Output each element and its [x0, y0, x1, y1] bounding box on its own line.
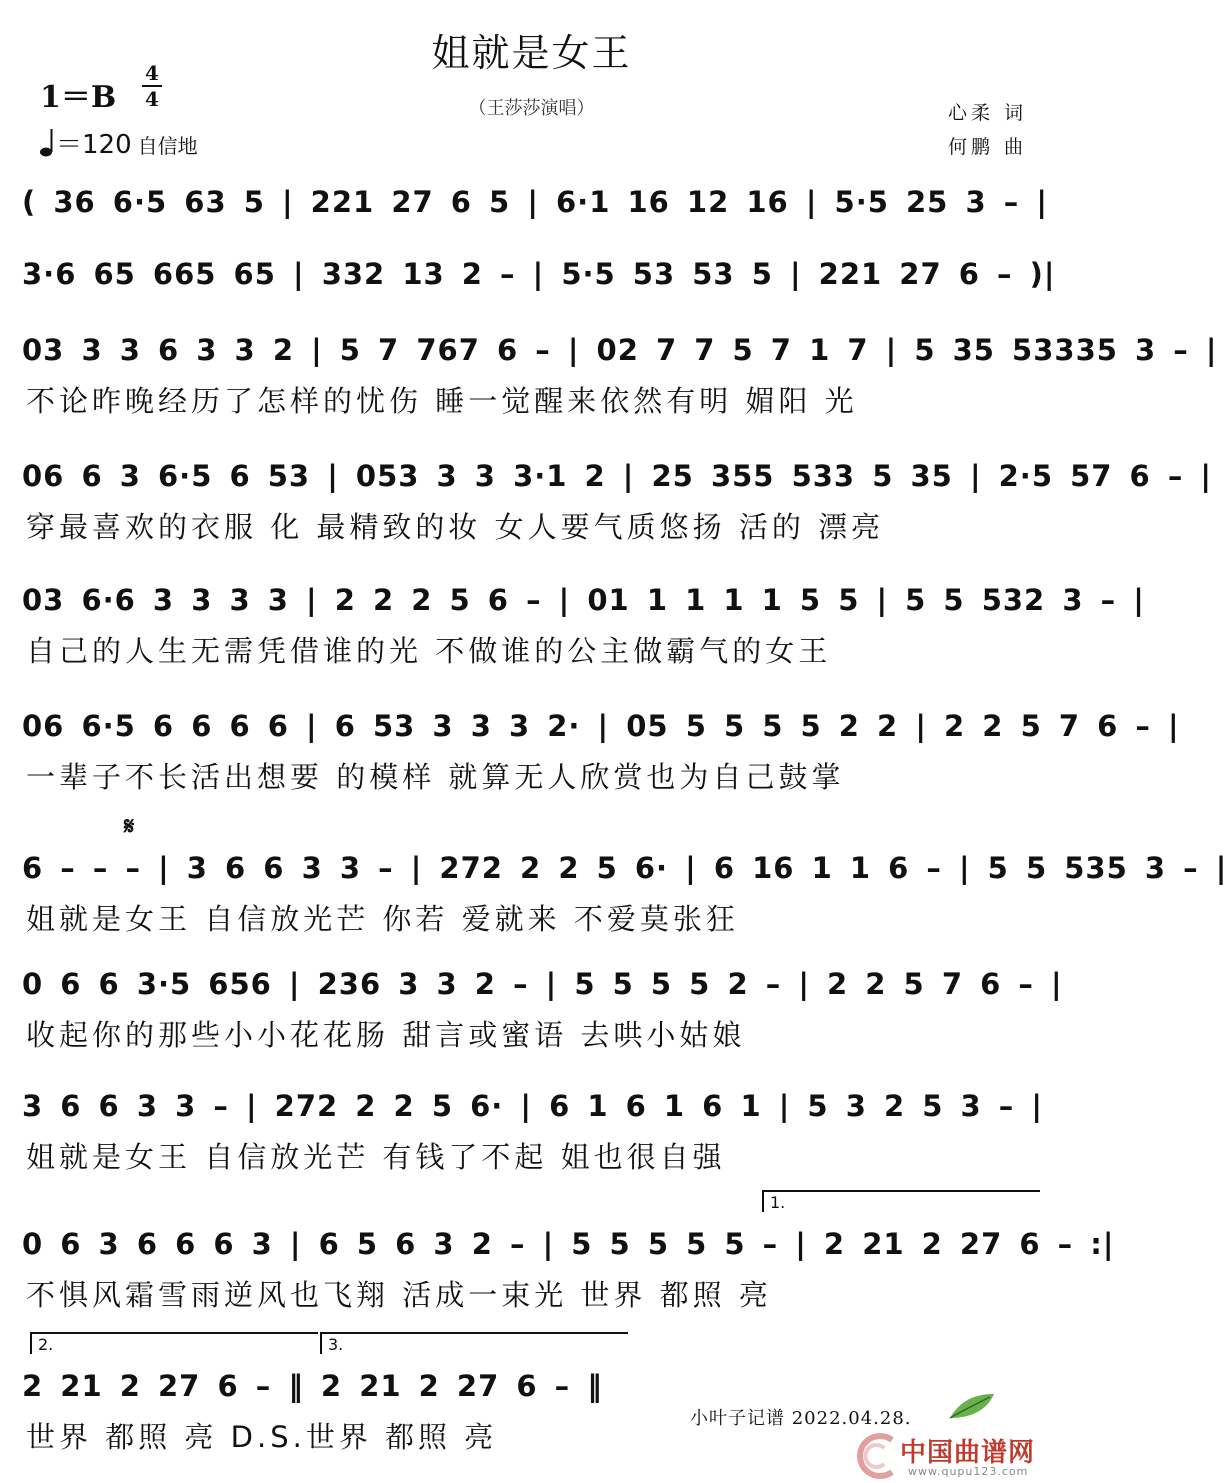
volta-bracket-3: 3.: [320, 1332, 628, 1354]
time-signature-top: 4: [145, 61, 159, 85]
lyric-line: 姐就是女王 自信放光芒 有钱了不起 姐也很自强: [26, 1140, 726, 1174]
watermark-url: www.qupu123.com: [908, 1465, 1029, 1478]
lyric-line: 自己的人生无需凭借谁的光 不做谁的公主做霸气的女王: [26, 634, 832, 668]
lyric-line: 不惧风霜雪雨逆风也飞翔 活成一束光 世界 都照 亮: [26, 1278, 772, 1312]
performer-subtitle: （王莎莎演唱）: [468, 98, 595, 119]
time-signature-bottom: 4: [145, 87, 159, 111]
time-signature: [140, 62, 164, 110]
tempo-marking: [40, 124, 198, 161]
watermark-name: 中国曲谱网: [900, 1438, 1036, 1468]
notation-line: 03 6·6 3 3 3 3 | 2 2 2 5 6 – | 01 1 1 1 1 5 5 | 5 5 532 3 – |: [22, 583, 1145, 617]
notation-line: 3 6 6 3 3 – | 272 2 2 5 6· | 6 1 6 1 6 1 | 5 3 2 5 3 – |: [22, 1089, 1043, 1123]
lyric-line: 穿最喜欢的衣服 化 最精致的妆 女人要气质悠扬 活的 漂亮: [26, 510, 885, 544]
notation-line: 6 – – – | 3 6 6 3 3 – | 272 2 2 5 6· | 6 16 1 1 6 – | 5 5 535 3 – |: [22, 851, 1227, 885]
volta-bracket-1: 1.: [762, 1190, 1040, 1212]
notation-line: 0 6 3 6 6 6 3 | 6 5 6 3 2 – | 5 5 5 5 5 – | 2 21 2 27 6 – :|: [22, 1227, 1115, 1261]
notation-line: 2 21 2 27 6 – ‖ 2 21 2 27 6 – ‖: [22, 1369, 603, 1403]
site-watermark: [848, 1432, 1058, 1482]
composer-credit: 何鹏 曲: [947, 136, 1027, 158]
lyric-line: 姐就是女王 自信放光芒 你若 爱就来 不爱莫张狂: [26, 902, 739, 936]
key-signature: 1＝B: [40, 80, 117, 115]
lyric-line: 一辈子不长活出想要 的模样 就算无人欣赏也为自己鼓掌: [26, 760, 845, 794]
transcriber-credit: 小叶子记谱 2022.04.28.: [690, 1408, 912, 1429]
leaf-icon: [946, 1390, 998, 1422]
lyric-line: 世界 都照 亮 D.S.世界 都照 亮: [26, 1420, 498, 1454]
volta-bracket-2: 2.: [30, 1332, 318, 1354]
notation-line: 3·6 65 665 65 | 332 13 2 – | 5·5 53 53 5 | 221 27 6 – )|: [22, 257, 1056, 291]
quarter-note-icon: [40, 127, 56, 157]
lyric-line: 不论昨晚经历了怎样的忧伤 睡一觉醒来依然有明 媚阳 光: [26, 384, 858, 418]
segno-sign: 𝄋: [124, 812, 135, 840]
notation-line: 0 6 6 3·5 656 | 236 3 3 2 – | 5 5 5 5 2 – | 2 2 5 7 6 – |: [22, 967, 1063, 1001]
watermark-logo-icon: [848, 1434, 898, 1478]
lyric-line: 收起你的那些小小花花肠 甜言或蜜语 去哄小姑娘: [26, 1018, 746, 1052]
notation-line: 06 6·5 6 6 6 6 | 6 53 3 3 3 2· | 05 5 5 5 5 2 2 | 2 2 5 7 6 – |: [22, 709, 1180, 743]
lyricist-credit: 心柔 词: [947, 102, 1027, 124]
notation-line: 03 3 3 6 3 3 2 | 5 7 767 6 – | 02 7 7 5 7 1 7 | 5 35 53335 3 – |: [22, 333, 1218, 367]
notation-line: ( 36 6·5 63 5 | 221 27 6 5 | 6·1 16 12 16 | 5·5 25 3 – |: [22, 185, 1048, 219]
song-title: 姐就是女王: [431, 31, 632, 75]
tempo-value: ＝120: [56, 130, 132, 160]
notation-line: 06 6 3 6·5 6 53 | 053 3 3 3·1 2 | 25 355 533 5 35 | 2·5 57 6 – |: [22, 459, 1213, 493]
tempo-mood: 自信地: [137, 134, 198, 158]
